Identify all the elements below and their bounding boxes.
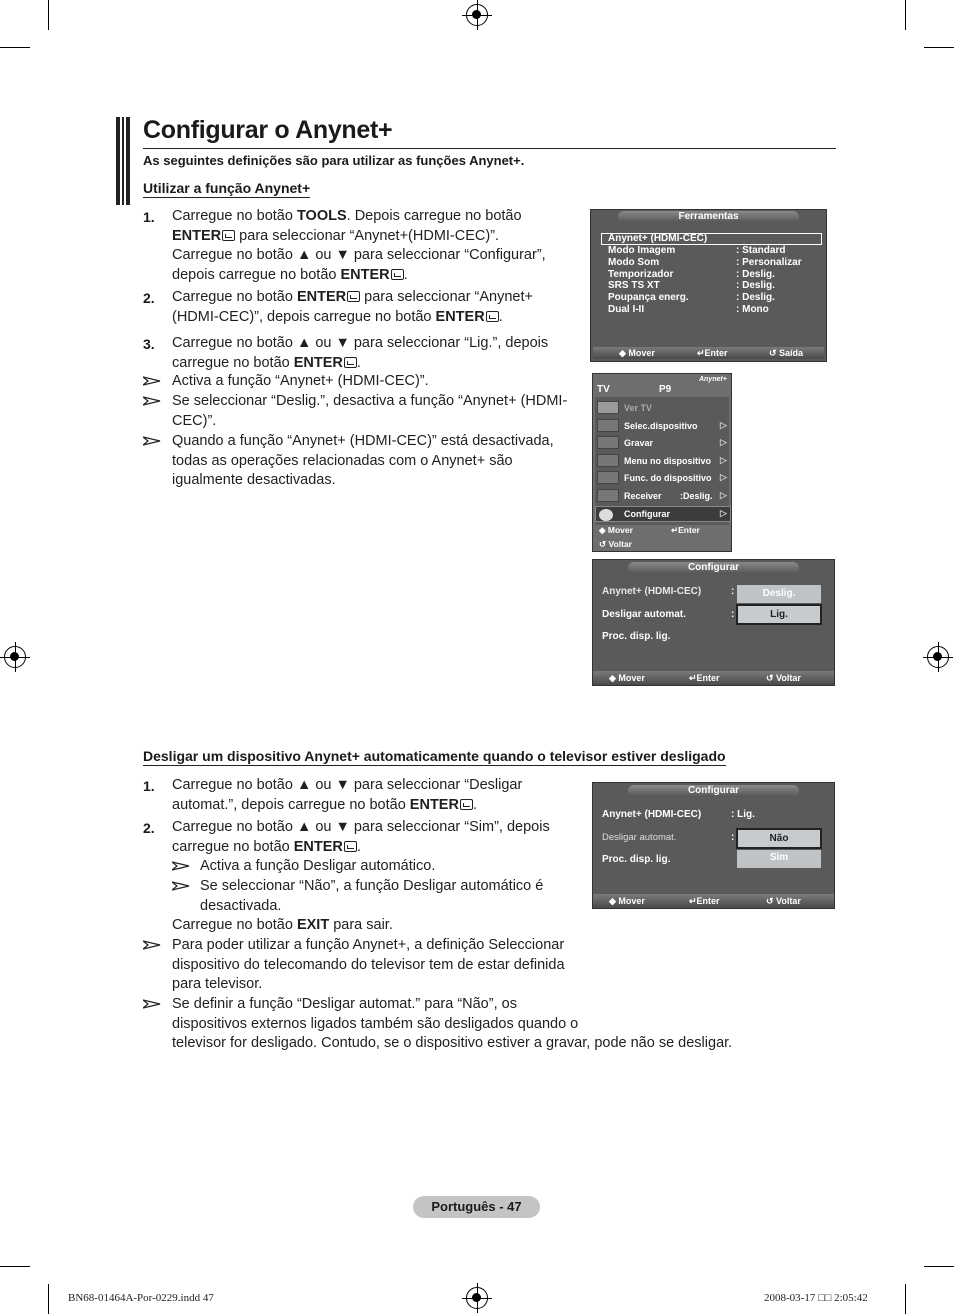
enter-icon (344, 841, 357, 852)
exit-instruction: Carregue no botão EXIT para sair. (172, 917, 393, 933)
enter-icon (344, 357, 357, 368)
osd-item-value: :Deslig. (680, 491, 713, 501)
record-icon (597, 436, 619, 449)
osd-row-label: Anynet+ (HDMI-CEC) (602, 809, 702, 820)
registration-mark-icon (466, 4, 488, 26)
osd-colon: : (731, 586, 735, 597)
note-arrow-icon (172, 881, 190, 891)
osd-colon: : (731, 609, 735, 620)
chevron-right-icon: ▷ (720, 455, 727, 465)
note-arrow-icon (143, 376, 161, 386)
osd-row-value: : Lig. (731, 809, 755, 820)
osd-item: Menu no dispositivo (624, 456, 711, 466)
step-number: 1. (143, 778, 155, 794)
osd-row-label: Temporizador (608, 268, 674, 280)
chevron-right-icon: ▷ (720, 490, 727, 500)
osd-item: Gravar (624, 438, 654, 448)
osd-option[interactable]: Sim (737, 850, 821, 868)
osd-foot-enter: ↵Enter (697, 348, 728, 358)
osd-row-label: Desligar automat. (602, 609, 686, 620)
osd-foot-move: ◆ Mover (609, 896, 645, 906)
osd-row-label: Dual I-II (608, 304, 645, 315)
note-text: Activa a função “Anynet+ (HDMI-CEC)”. (172, 373, 429, 389)
enter-icon (222, 230, 235, 241)
osd-channel: P9 (659, 384, 672, 395)
osd-row-label: SRS TS XT (608, 280, 660, 292)
osd-foot-move: ◆ Mover (619, 348, 655, 358)
step-number: 2. (143, 820, 155, 836)
osd-title: Configurar (593, 785, 834, 797)
osd-option-selected[interactable]: Lig. (736, 604, 822, 625)
settings-gear-icon (599, 509, 613, 521)
osd-title: Configurar (593, 562, 834, 574)
note-text: Se seleccionar “Deslig.”, desactiva a função “Anynet+ (HDMI- CEC)”. (172, 393, 568, 429)
osd-foot-enter: ↵Enter (689, 673, 720, 683)
note-text: Activa a função Desligar automático. (200, 858, 436, 874)
enter-icon (391, 269, 404, 280)
crop-mark (924, 47, 954, 48)
step-2: Carregue no botão ▲ ou ▼ para seleccionar “Sim”, depois carregue no botão ENTER . (172, 819, 550, 855)
tv-icon (597, 401, 619, 414)
enter-icon (347, 291, 360, 302)
note-arrow-icon (143, 436, 161, 446)
note-arrow-icon (143, 396, 161, 406)
osd-foot-exit: ↺ Saída (769, 348, 804, 358)
osd-footer (593, 671, 834, 685)
crop-mark (0, 1266, 30, 1267)
step-1: Carregue no botão TOOLS. Depois carregue no botão ENTER para seleccionar “Anynet+(HDMI-CEC)”. Carregue no botão ▲ ou ▼ para seleccionar “Configurar”, depois carregue no botão ENTER . (172, 208, 546, 283)
device-select-icon (597, 419, 619, 432)
anynet-logo: Anynet+ (699, 376, 727, 383)
registration-mark-icon (4, 646, 26, 668)
osd-item: Configurar (624, 509, 670, 519)
osd-row-label: Anynet+ (HDMI-CEC) (602, 586, 702, 597)
note-text: Se definir a função “Desligar automat.” para “Não”, os dispositivos externos ligados também são desligados quando o televisor for desligado. Contudo, se o dispositivo estiver a gravar, pode não se desligar. (172, 996, 733, 1052)
device-menu-icon (597, 454, 619, 467)
note-text: Quando a função “Anynet+ (HDMI-CEC)” está desactivada, todas as operações relacionadas com o Anynet+ são igualmente desactivadas. (172, 433, 554, 489)
chevron-right-icon: ▷ (720, 472, 727, 482)
osd-config-menu (592, 559, 835, 686)
osd-item: Receiver (624, 491, 662, 501)
osd-option[interactable]: Deslig. (737, 585, 821, 603)
enter-icon (486, 311, 499, 322)
note-arrow-icon (172, 861, 190, 871)
page-title: Configurar o Anynet+ (143, 116, 393, 144)
crop-mark (924, 1266, 954, 1267)
osd-foot-enter: ↵Enter (689, 896, 720, 906)
title-side-bars (116, 117, 132, 205)
footer-date: 2008-03-17 □□ 2:05:42 (764, 1292, 868, 1304)
crop-mark (48, 0, 49, 30)
osd-row-value: : Mono (736, 304, 769, 315)
osd-source: TV (597, 384, 610, 395)
osd-foot-move: ◆ Mover (599, 525, 633, 535)
osd-row-label: Modo Som (608, 256, 660, 268)
osd-row-value: : Deslig. (736, 292, 775, 304)
registration-mark-icon (927, 646, 949, 668)
osd-footer (593, 347, 824, 359)
osd-row-label: Anynet+ (HDMI-CEC) (608, 233, 708, 244)
osd-row-label: Desligar automat. (602, 832, 677, 843)
step-number: 3. (143, 336, 155, 352)
note-text: Se seleccionar “Não”, a função Desligar automático é desactivada. (200, 878, 544, 914)
osd-row-value: : Standard (736, 245, 786, 256)
osd-foot-back: ↺ Voltar (599, 539, 632, 549)
crop-mark (905, 1284, 906, 1314)
osd-foot-move: ◆ Mover (609, 673, 645, 683)
chevron-right-icon: ▷ (720, 420, 727, 430)
intro-text: As seguintes definições são para utilizar as funções Anynet+. (143, 153, 525, 168)
chevron-right-icon: ▷ (720, 437, 727, 447)
crop-mark (0, 47, 30, 48)
osd-footer (593, 894, 834, 908)
step-number: 2. (143, 290, 155, 306)
osd-row-label: Modo Imagem (608, 245, 676, 256)
osd-row-label: Proc. disp. lig. (602, 854, 671, 865)
osd-row-label: Proc. disp. lig. (602, 631, 671, 642)
osd-item: Ver TV (624, 403, 653, 413)
page-number-label: Português - 47 (413, 1196, 540, 1218)
osd-row-value: : Deslig. (736, 280, 775, 292)
osd-row-value: : Personalizar (736, 256, 802, 268)
osd-title: Ferramentas (591, 211, 826, 223)
chevron-right-icon: ▷ (720, 508, 727, 518)
step-1: Carregue no botão ▲ ou ▼ para seleccionar “Desligar automat.”, depois carregue no botão ENTER . (172, 777, 523, 813)
step-2: Carregue no botão ENTER para seleccionar “Anynet+ (HDMI-CEC)”, depois carregue no botão ENTER . (172, 289, 533, 325)
enter-icon (460, 799, 473, 810)
note-arrow-icon (143, 940, 161, 950)
device-function-icon (597, 471, 619, 484)
osd-row-label: Poupança energ. (608, 292, 689, 304)
title-rule (143, 148, 836, 149)
osd-row-value: : Deslig. (736, 268, 775, 280)
step-3: Carregue no botão ▲ ou ▼ para seleccionar “Lig.”, depois carregue no botão ENTER . (172, 335, 549, 371)
osd-anynet-menu (592, 373, 732, 552)
footer-file: BN68-01464A-Por-0229.indd 47 (68, 1292, 214, 1304)
step-number: 1. (143, 209, 155, 225)
note-arrow-icon (143, 999, 161, 1009)
osd-foot-back: ↺ Voltar (766, 673, 801, 683)
crop-mark (905, 0, 906, 30)
registration-mark-icon (466, 1287, 488, 1309)
osd-tools-menu (590, 209, 827, 362)
note-text: Para poder utilizar a função Anynet+, a definição Seleccionar dispositivo do telecomando do televisor tem de estar definida para televisor. (172, 937, 565, 993)
osd-item: Selec.dispositivo (624, 421, 698, 431)
section-heading: Desligar um dispositivo Anynet+ automaticamente quando o televisor estiver desligado (143, 748, 726, 764)
osd-foot-enter: ↵Enter (671, 525, 700, 535)
osd-foot-back: ↺ Voltar (766, 896, 801, 906)
osd-item: Func. do dispositivo (624, 473, 712, 483)
osd-config-menu (592, 782, 835, 909)
osd-colon: : (731, 832, 735, 843)
osd-option-selected[interactable]: Não (736, 828, 822, 849)
receiver-icon (597, 489, 619, 502)
crop-mark (48, 1284, 49, 1314)
section-heading: Utilizar a função Anynet+ (143, 180, 311, 196)
